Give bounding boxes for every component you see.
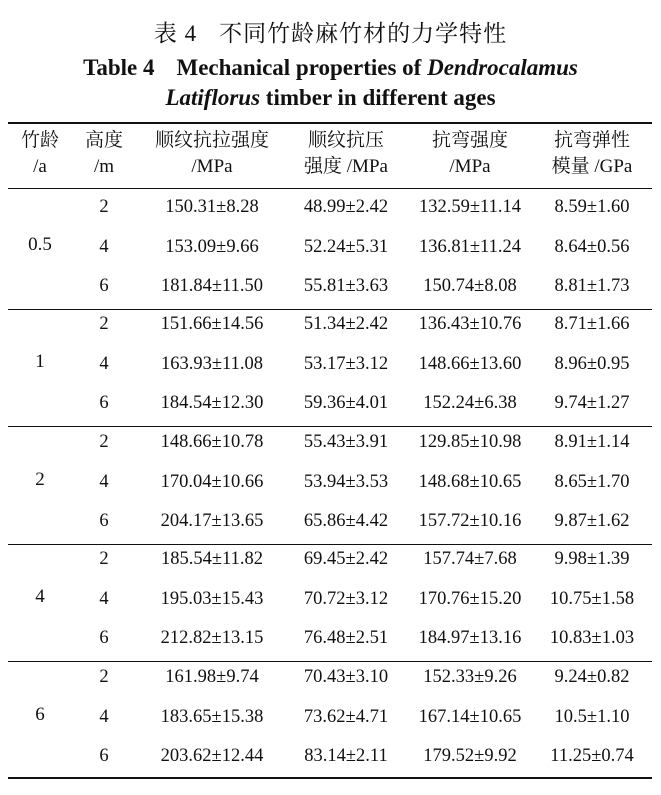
height-cell: 6 — [99, 746, 109, 766]
column-header-line: 模量 /GPa — [551, 156, 633, 177]
column-header-line: /a — [33, 156, 47, 177]
value-cell: 179.52±9.92 — [423, 746, 517, 766]
value-cell: 170.04±10.66 — [160, 471, 264, 492]
group-separator-rule — [8, 544, 652, 545]
height-cell: 2 — [99, 432, 109, 452]
value-cell: 152.24±6.38 — [423, 393, 517, 413]
column-header-2 — [74, 128, 134, 184]
age-group-label: 2 — [35, 468, 45, 490]
column-header-5 — [415, 128, 525, 184]
value-cell: 136.43±10.76 — [418, 314, 522, 334]
value-cell: 136.81±11.24 — [419, 236, 521, 257]
value-cell: 52.24±5.31 — [303, 236, 389, 257]
height-cell: 4 — [99, 706, 109, 727]
value-cell: 212.82±13.15 — [160, 628, 264, 648]
age-group-label: 1 — [35, 350, 45, 372]
table-title-cn: 不同竹龄麻竹材的力学特性 — [219, 21, 508, 46]
height-cell: 4 — [99, 471, 109, 492]
table-header-rule — [8, 188, 652, 189]
value-cell: 8.71±1.66 — [554, 314, 630, 334]
column-header-line: /m — [93, 156, 115, 177]
value-cell: 170.76±15.20 — [418, 588, 522, 609]
column-header-line: /MPa — [449, 156, 491, 177]
age-group-label: 4 — [35, 585, 45, 607]
column-header-4 — [286, 128, 406, 184]
column-header-line: 高度 — [84, 130, 123, 151]
value-cell: 8.64±0.56 — [554, 236, 630, 257]
column-header-1 — [10, 128, 70, 184]
value-cell: 129.85±10.98 — [418, 432, 522, 452]
height-cell: 6 — [99, 511, 109, 531]
height-cell: 4 — [99, 353, 109, 374]
value-cell: 59.36±4.01 — [303, 393, 389, 413]
value-cell: 55.43±3.91 — [303, 432, 389, 452]
value-cell: 11.25±0.74 — [550, 746, 634, 766]
column-header-3 — [142, 128, 282, 184]
value-cell: 10.83±1.03 — [549, 628, 635, 648]
column-header-line: 顺纹抗拉强度 — [154, 130, 269, 151]
height-cell: 2 — [99, 549, 109, 569]
table-title-en-tail: timber in different ages — [265, 85, 496, 110]
value-cell: 48.99±2.42 — [303, 197, 389, 217]
value-cell: 152.33±9.26 — [423, 667, 517, 687]
value-cell: 76.48±2.51 — [303, 628, 389, 648]
column-header-line: 强度 /MPa — [304, 156, 388, 177]
age-group-label: 0.5 — [28, 233, 52, 255]
table-caption-en-line2 — [0, 83, 661, 112]
value-cell: 9.98±1.39 — [554, 549, 630, 569]
height-cell: 4 — [99, 588, 109, 609]
value-cell: 83.14±2.11 — [304, 746, 388, 766]
value-cell: 184.97±13.16 — [418, 628, 522, 648]
height-cell: 2 — [99, 667, 109, 687]
table-caption-en-line1 — [0, 53, 661, 82]
value-cell: 9.74±1.27 — [554, 393, 630, 413]
value-cell: 157.74±7.68 — [423, 549, 517, 569]
column-header-line: 竹龄 — [20, 130, 59, 151]
value-cell: 163.93±11.08 — [161, 353, 263, 374]
value-cell: 148.66±13.60 — [418, 353, 522, 374]
height-cell: 6 — [99, 628, 109, 648]
column-header-line: 抗弯强度 — [431, 130, 508, 151]
value-cell: 184.54±12.30 — [160, 393, 264, 413]
value-cell: 9.24±0.82 — [554, 667, 630, 687]
height-cell: 2 — [99, 314, 109, 334]
height-cell: 4 — [99, 236, 109, 257]
value-cell: 8.65±1.70 — [554, 471, 630, 492]
value-cell: 204.17±13.65 — [160, 511, 264, 531]
value-cell: 10.5±1.10 — [554, 706, 630, 727]
value-cell: 70.72±3.12 — [303, 588, 389, 609]
table-title-en: Mechanical properties of — [176, 55, 422, 80]
value-cell: 73.62±4.71 — [303, 706, 389, 727]
value-cell: 153.09±9.66 — [165, 236, 259, 257]
value-cell: 51.34±2.42 — [303, 314, 389, 334]
value-cell: 195.03±15.43 — [160, 588, 264, 609]
group-separator-rule — [8, 661, 652, 662]
value-cell: 55.81±3.63 — [303, 276, 389, 296]
value-cell: 157.72±10.16 — [418, 511, 522, 531]
value-cell: 167.14±10.65 — [418, 706, 522, 727]
age-group-label: 6 — [35, 703, 45, 725]
value-cell: 8.96±0.95 — [554, 353, 630, 374]
value-cell: 161.98±9.74 — [165, 667, 259, 687]
value-cell: 148.68±10.65 — [418, 471, 522, 492]
group-separator-rule — [8, 426, 652, 427]
table-top-rule — [8, 122, 652, 124]
column-header-6 — [537, 128, 647, 184]
value-cell: 8.81±1.73 — [554, 276, 630, 296]
table-number-cn: 表 4 — [153, 21, 198, 46]
value-cell: 203.62±12.44 — [160, 746, 264, 766]
table-caption-cn — [0, 20, 661, 48]
height-cell: 6 — [99, 276, 109, 296]
value-cell: 151.66±14.56 — [160, 314, 264, 334]
value-cell: 132.59±11.14 — [419, 197, 521, 217]
value-cell: 150.74±8.08 — [423, 276, 517, 296]
value-cell: 65.86±4.42 — [303, 511, 389, 531]
species-name-genus: Dendrocalamus — [427, 55, 578, 80]
value-cell: 8.91±1.14 — [554, 432, 630, 452]
value-cell: 8.59±1.60 — [554, 197, 630, 217]
group-separator-rule — [8, 309, 652, 310]
value-cell: 150.31±8.28 — [165, 197, 259, 217]
species-name-epithet: Latiflorus — [165, 85, 261, 110]
column-header-line: 顺纹抗压 — [307, 130, 384, 151]
value-cell: 183.65±15.38 — [160, 706, 264, 727]
value-cell: 70.43±3.10 — [303, 667, 389, 687]
column-header-line: 抗弯弹性 — [553, 130, 630, 151]
value-cell: 185.54±11.82 — [161, 549, 263, 569]
value-cell: 181.84±11.50 — [161, 276, 263, 296]
column-header-line: /MPa — [191, 156, 233, 177]
value-cell: 10.75±1.58 — [549, 588, 635, 609]
table-bottom-rule — [8, 777, 652, 779]
height-cell: 2 — [99, 197, 109, 217]
value-cell: 148.66±10.78 — [160, 432, 264, 452]
value-cell: 53.17±3.12 — [303, 353, 389, 374]
height-cell: 6 — [99, 393, 109, 413]
value-cell: 9.87±1.62 — [554, 511, 630, 531]
value-cell: 69.45±2.42 — [303, 549, 389, 569]
value-cell: 53.94±3.53 — [303, 471, 389, 492]
table-number-en: Table 4 — [83, 55, 155, 80]
